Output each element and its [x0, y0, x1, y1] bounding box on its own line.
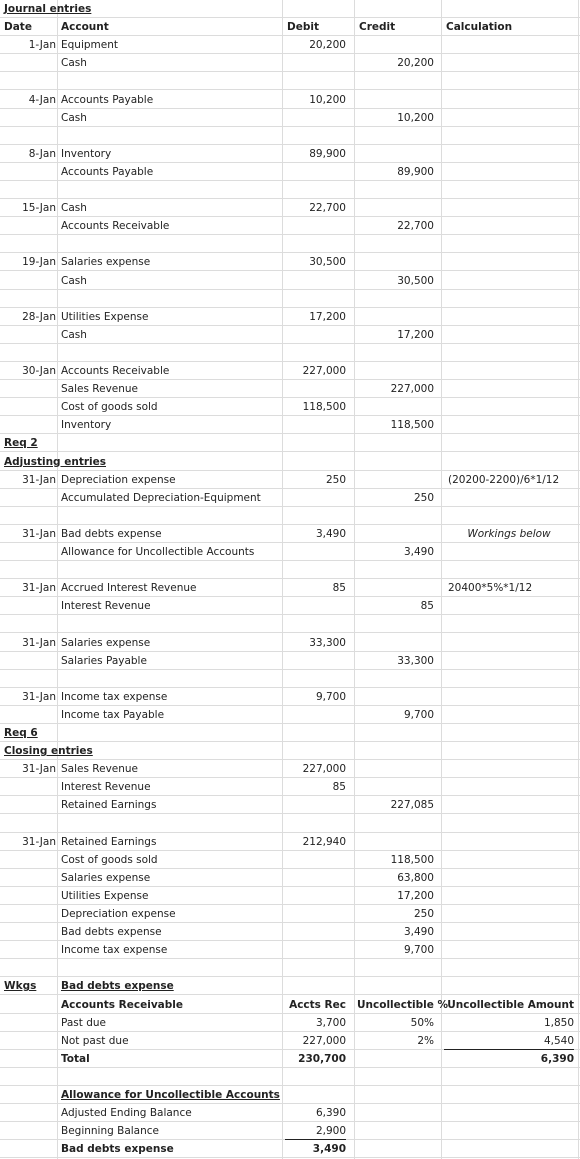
- account-name: Cash: [61, 328, 87, 341]
- debit-amount: 3,490: [312, 1143, 346, 1156]
- credit-amount: 3,490: [403, 926, 434, 939]
- table-row: [0, 724, 580, 742]
- table-row: [0, 652, 580, 670]
- entry-date: 31-Jan: [22, 690, 56, 703]
- credit-amount: 50%: [410, 1016, 434, 1029]
- debit-amount: 30,500: [309, 256, 346, 269]
- account-name: Accounts Receivable: [61, 998, 183, 1011]
- table-row: [0, 1068, 580, 1086]
- table-row: [0, 1140, 580, 1158]
- table-row: [0, 615, 580, 633]
- table-row: [0, 398, 580, 416]
- entry-date: 31-Jan: [22, 835, 56, 848]
- account-name: Income tax expense: [61, 690, 168, 703]
- table-row: [0, 1032, 580, 1050]
- debit-amount: 212,940: [302, 835, 346, 848]
- account-name: Salaries Payable: [61, 654, 147, 667]
- section-heading: Adjusting entries: [4, 455, 106, 468]
- table-row: [0, 145, 580, 163]
- table-row: [0, 760, 580, 778]
- table-row: [0, 887, 580, 905]
- table-row: [0, 525, 580, 543]
- section-heading: Closing entries: [4, 745, 93, 758]
- account-name: Sales Revenue: [61, 763, 139, 776]
- calculation-note: 6,390: [540, 1052, 574, 1065]
- credit-amount: 63,800: [397, 871, 434, 884]
- account-name: Inventory: [61, 147, 112, 160]
- table-row: [0, 272, 580, 290]
- table-row: [0, 977, 580, 995]
- section-heading: Journal entries: [4, 3, 92, 15]
- credit-amount: 118,500: [390, 853, 434, 866]
- account-name: Accounts Payable: [61, 93, 154, 106]
- calculation-note: 20400*5%*1/12: [448, 582, 533, 595]
- table-row: [0, 742, 580, 760]
- account-name: Cash: [61, 57, 87, 70]
- entry-date: 28-Jan: [22, 310, 56, 323]
- header-credit: Credit: [359, 21, 396, 34]
- entry-date: 31-Jan: [22, 763, 56, 776]
- debit-amount: 250: [325, 473, 346, 486]
- account-name: Accumulated Depreciation-Equipment: [61, 491, 261, 504]
- header-calculation: Calculation: [446, 21, 513, 34]
- table-row: [0, 851, 580, 869]
- debit-amount: 230,700: [298, 1052, 346, 1065]
- section-heading: Req 2: [4, 437, 38, 450]
- table-row: [0, 507, 580, 525]
- account-name: Accrued Interest Revenue: [61, 582, 197, 595]
- account-name: Salaries expense: [61, 256, 151, 269]
- account-name: Salaries expense: [61, 636, 151, 649]
- account-name: Depreciation expense: [61, 908, 176, 920]
- table-row: [0, 308, 580, 326]
- table-row: [0, 1050, 580, 1068]
- table-row: [0, 941, 580, 959]
- debit-amount: 118,500: [302, 401, 346, 414]
- account-name: Allowance for Uncollectible Accounts: [61, 1089, 280, 1101]
- debit-amount: 3,490: [315, 527, 346, 540]
- debit-amount: 9,700: [315, 690, 346, 703]
- entry-date: 31-Jan: [22, 527, 56, 540]
- entry-date: 4-Jan: [28, 93, 56, 106]
- account-name: Interest Revenue: [61, 781, 151, 794]
- account-name: Sales Revenue: [61, 383, 139, 396]
- account-name: Utilities Expense: [61, 889, 149, 902]
- calculation-note: Uncollectible Amount: [447, 998, 574, 1011]
- table-row: [0, 163, 580, 181]
- account-name: Adjusted Ending Balance: [61, 1107, 192, 1120]
- debit-amount: 20,200: [309, 39, 346, 52]
- section-heading: Wkgs: [4, 980, 37, 993]
- section-heading: Req 6: [4, 727, 38, 739]
- credit-amount: Uncollectible %: [357, 998, 449, 1011]
- table-row: [0, 109, 580, 127]
- table-row: [0, 688, 580, 706]
- table-row: [0, 326, 580, 344]
- table-row: [0, 579, 580, 597]
- credit-amount: 3,490: [403, 546, 434, 558]
- debit-amount: 17,200: [309, 310, 346, 323]
- account-name: Interest Revenue: [61, 600, 151, 613]
- calculation-note: 1,850: [543, 1016, 574, 1029]
- table-row: [0, 1122, 580, 1140]
- credit-amount: 17,200: [397, 889, 434, 902]
- table-row: [0, 0, 580, 18]
- table-row: [0, 471, 580, 489]
- account-name: Depreciation expense: [61, 473, 176, 486]
- table-row: [0, 778, 580, 796]
- entry-date: 31-Jan: [22, 473, 56, 486]
- credit-amount: 9,700: [403, 944, 434, 957]
- header-date: Date: [4, 21, 32, 34]
- table-row: [0, 181, 580, 199]
- account-name: Income tax expense: [61, 944, 168, 957]
- debit-amount: 3,700: [315, 1016, 346, 1029]
- table-row: [0, 18, 580, 36]
- table-row: [0, 833, 580, 851]
- table-row: [0, 706, 580, 724]
- calculation-note: (20200-2200)/6*1/12: [448, 473, 560, 486]
- account-name: Bad debts expense: [61, 527, 162, 540]
- table-row: [0, 670, 580, 688]
- debit-amount: 6,390: [315, 1107, 346, 1120]
- table-row: [0, 54, 580, 72]
- table-row: [0, 416, 580, 434]
- account-name: Total: [61, 1052, 90, 1065]
- table-row: [0, 380, 580, 398]
- account-name: Inventory: [61, 419, 112, 432]
- entry-date: 31-Jan: [22, 582, 56, 595]
- credit-amount: 118,500: [390, 419, 434, 432]
- debit-amount: 227,000: [302, 763, 346, 776]
- calculation-note: Workings below: [467, 527, 551, 540]
- table-row: [0, 453, 580, 471]
- header-account: Account: [61, 21, 109, 34]
- table-row: [0, 597, 580, 615]
- credit-amount: 17,200: [397, 328, 434, 341]
- table-row: [0, 91, 580, 109]
- credit-amount: 250: [413, 491, 434, 504]
- credit-amount: 250: [413, 908, 434, 920]
- debit-amount: 227,000: [302, 1034, 346, 1047]
- table-row: [0, 996, 580, 1014]
- account-name: Bad debts expense: [61, 926, 162, 939]
- table-row: [0, 72, 580, 90]
- table-row: [0, 959, 580, 977]
- header-debit: Debit: [287, 21, 319, 34]
- account-name: Cash: [61, 111, 87, 124]
- debit-amount: 89,900: [309, 147, 346, 160]
- debit-amount: 227,000: [302, 365, 346, 377]
- credit-amount: 20,200: [397, 57, 434, 70]
- table-row: [0, 1014, 580, 1032]
- entry-date: 8-Jan: [28, 147, 56, 160]
- table-row: [0, 199, 580, 217]
- debit-amount: 10,200: [309, 93, 346, 106]
- entry-date: 30-Jan: [22, 365, 56, 377]
- table-row: [0, 923, 580, 941]
- credit-amount: 2%: [417, 1034, 434, 1047]
- table-row: [0, 1104, 580, 1122]
- table-row: [0, 344, 580, 362]
- credit-amount: 33,300: [397, 654, 434, 667]
- table-row: [0, 127, 580, 145]
- account-name: Bad debts expense: [61, 1143, 174, 1156]
- table-row: [0, 634, 580, 652]
- table-row: [0, 815, 580, 833]
- calculation-note: 4,540: [444, 1032, 574, 1050]
- account-name: Accounts Receivable: [61, 365, 170, 377]
- debit-amount: 85: [332, 781, 346, 794]
- account-name: Retained Earnings: [61, 799, 157, 812]
- entry-date: 19-Jan: [22, 256, 56, 269]
- table-row: [0, 905, 580, 923]
- table-row: [0, 217, 580, 235]
- credit-amount: 85: [420, 600, 434, 613]
- table-row: [0, 796, 580, 814]
- entry-date: 31-Jan: [22, 636, 56, 649]
- account-name: Accounts Payable: [61, 165, 154, 178]
- debit-amount: 85: [332, 582, 346, 595]
- credit-amount: 89,900: [397, 165, 434, 178]
- table-row: [0, 253, 580, 271]
- table-row: [0, 362, 580, 380]
- account-name: Retained Earnings: [61, 835, 157, 848]
- account-name: Past due: [61, 1016, 106, 1029]
- credit-amount: 9,700: [403, 708, 434, 721]
- account-name: Allowance for Uncollectible Accounts: [61, 546, 255, 558]
- table-row: [0, 290, 580, 308]
- debit-amount: 2,900: [285, 1122, 346, 1140]
- debit-amount: 22,700: [309, 202, 346, 215]
- table-row: [0, 235, 580, 253]
- account-name: Accounts Receivable: [61, 220, 170, 233]
- account-name: Cash: [61, 274, 87, 287]
- account-name: Cash: [61, 202, 87, 215]
- entry-date: 1-Jan: [28, 39, 56, 52]
- account-name: Bad debts expense: [61, 980, 174, 993]
- account-name: Salaries expense: [61, 871, 151, 884]
- table-row: [0, 489, 580, 507]
- entry-date: 15-Jan: [22, 202, 56, 215]
- table-row: [0, 543, 580, 561]
- credit-amount: 22,700: [397, 220, 434, 233]
- debit-amount: Accts Rec: [289, 998, 346, 1011]
- table-row: [0, 869, 580, 887]
- table-row: [0, 36, 580, 54]
- table-row: [0, 1086, 580, 1104]
- account-name: Income tax Payable: [61, 708, 165, 721]
- table-row: [0, 561, 580, 579]
- account-name: Not past due: [61, 1034, 129, 1047]
- account-name: Utilities Expense: [61, 310, 149, 323]
- table-row: [0, 434, 580, 452]
- account-name: Equipment: [61, 39, 118, 52]
- account-name: Beginning Balance: [61, 1125, 160, 1138]
- credit-amount: 30,500: [397, 274, 434, 287]
- debit-amount: 33,300: [309, 636, 346, 649]
- credit-amount: 227,000: [390, 383, 434, 396]
- credit-amount: 10,200: [397, 111, 434, 124]
- account-name: Cost of goods sold: [61, 853, 158, 866]
- account-name: Cost of goods sold: [61, 401, 158, 414]
- credit-amount: 227,085: [390, 799, 434, 812]
